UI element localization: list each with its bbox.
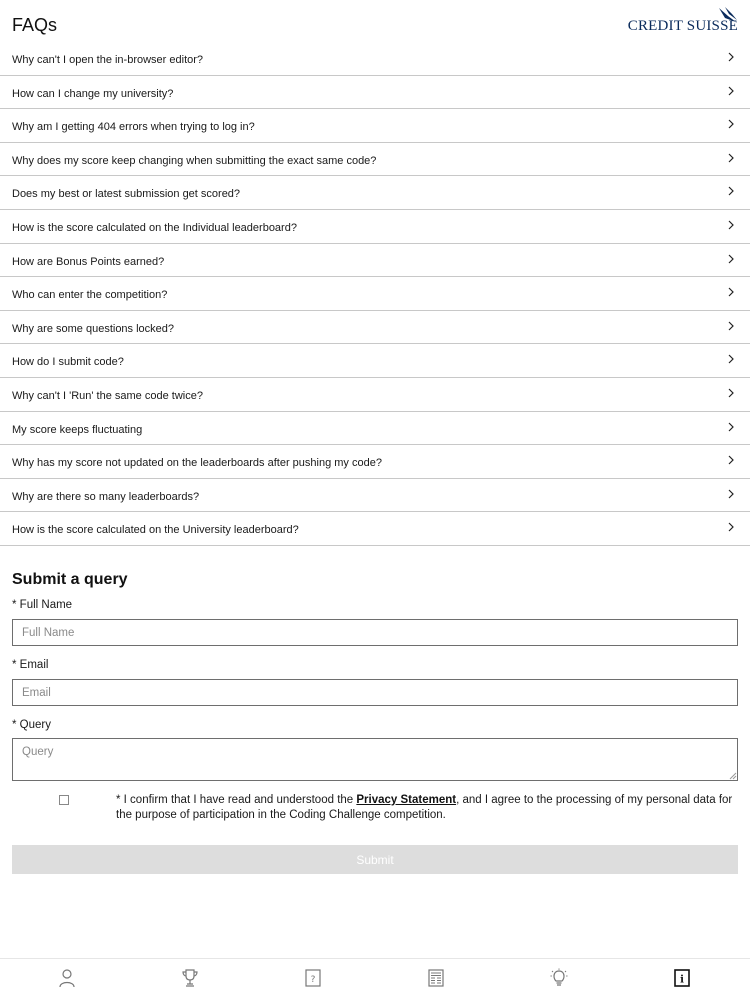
faq-item[interactable] [0,445,750,479]
faq-item[interactable] [0,109,750,143]
chevron-right-icon [726,253,736,265]
chevron-right-icon [726,320,736,332]
chevron-right-icon [726,454,736,466]
faq-list [0,42,750,546]
faq-item[interactable] [0,512,750,546]
info-nav-button[interactable] [672,968,692,988]
trophy-icon [180,968,200,988]
faq-item[interactable] [0,412,750,446]
chevron-right-icon [726,521,736,533]
faq-question: Why am I getting 404 errors when trying to log in? [12,121,255,134]
tips-nav-button[interactable] [549,968,569,988]
faq-question: Why are there so many leaderboards? [12,490,200,503]
consent-text [116,793,741,823]
faq-question: How is the score calculated on the University leaderboard? [12,524,299,537]
question-icon [303,968,323,988]
chevron-right-icon [726,286,736,298]
consent-checkbox[interactable] [59,795,69,805]
faq-question: Why does my score keep changing when submitting the exact same code? [12,154,377,167]
faq-item[interactable] [0,378,750,412]
faq-question: How can I change my university? [12,87,174,100]
header [0,0,750,42]
faq-question: My score keeps fluctuating [12,423,143,436]
faq-item[interactable] [0,143,750,177]
faq-question: Why can't I open the in-browser editor? [12,54,204,66]
faq-item[interactable] [0,311,750,345]
query-form-title: Submit a query [12,571,128,588]
faq-question: Why has my score not updated on the leaderboards after pushing my code? [12,457,382,470]
faq-item[interactable] [0,210,750,244]
faq-question: How is the score calculated on the Individual leaderboard? [12,221,297,234]
page-title: FAQs [12,15,58,35]
chevron-right-icon [726,85,736,97]
email-field[interactable] [12,679,738,706]
faq-item[interactable] [0,42,750,76]
profile-nav-button[interactable] [57,968,77,988]
faq-question: How are Bonus Points earned? [12,255,165,268]
faq-item[interactable] [0,479,750,513]
faq-question: Why can't I 'Run' the same code twice? [12,389,203,402]
svg-text:?: ? [310,975,316,985]
chevron-right-icon [726,488,736,500]
email-label: * Email [12,659,49,671]
bottom-nav [0,958,750,1000]
lightbulb-icon [549,968,569,988]
chevron-right-icon [726,51,736,63]
consent-text-end: , and I agree to the processing of my personal data for the purpose of participation in the Coding Challenge competition. [116,794,733,821]
faq-item[interactable] [0,244,750,278]
chevron-right-icon [726,421,736,433]
faq-nav-button[interactable] [303,968,323,988]
full-name-label: * Full Name [12,599,73,611]
chevron-right-icon [726,185,736,197]
consent-text-start: * I confirm that I have read and understood the [116,794,357,806]
leaderboard-nav-button[interactable] [180,968,200,988]
info-icon [672,968,692,988]
svg-text:i: i [680,974,684,986]
chevron-right-icon [726,219,736,231]
news-icon [426,968,446,988]
chevron-right-icon [726,118,736,130]
faq-item[interactable] [0,344,750,378]
chevron-right-icon [726,387,736,399]
chevron-right-icon [726,353,736,365]
faq-question: Why are some questions locked? [12,322,175,335]
faq-item[interactable] [0,176,750,210]
chevron-right-icon [726,152,736,164]
news-nav-button[interactable] [426,968,446,988]
privacy-statement-link[interactable]: Privacy Statement [356,794,457,806]
query-field[interactable] [12,738,738,781]
resize-handle-icon[interactable] [729,772,737,780]
credit-suisse-logo [626,6,738,36]
person-icon [57,968,77,988]
query-label: * Query [12,719,51,731]
faq-question: How do I submit code? [12,356,124,369]
faq-item[interactable] [0,277,750,311]
faq-item[interactable] [0,76,750,110]
faq-question: Who can enter the competition? [12,289,168,302]
faq-question: Does my best or latest submission get scored? [12,188,241,201]
full-name-field[interactable] [12,619,738,646]
logo-text: CREDIT SUISSE [627,18,738,34]
submit-button[interactable]: Submit [12,845,738,874]
